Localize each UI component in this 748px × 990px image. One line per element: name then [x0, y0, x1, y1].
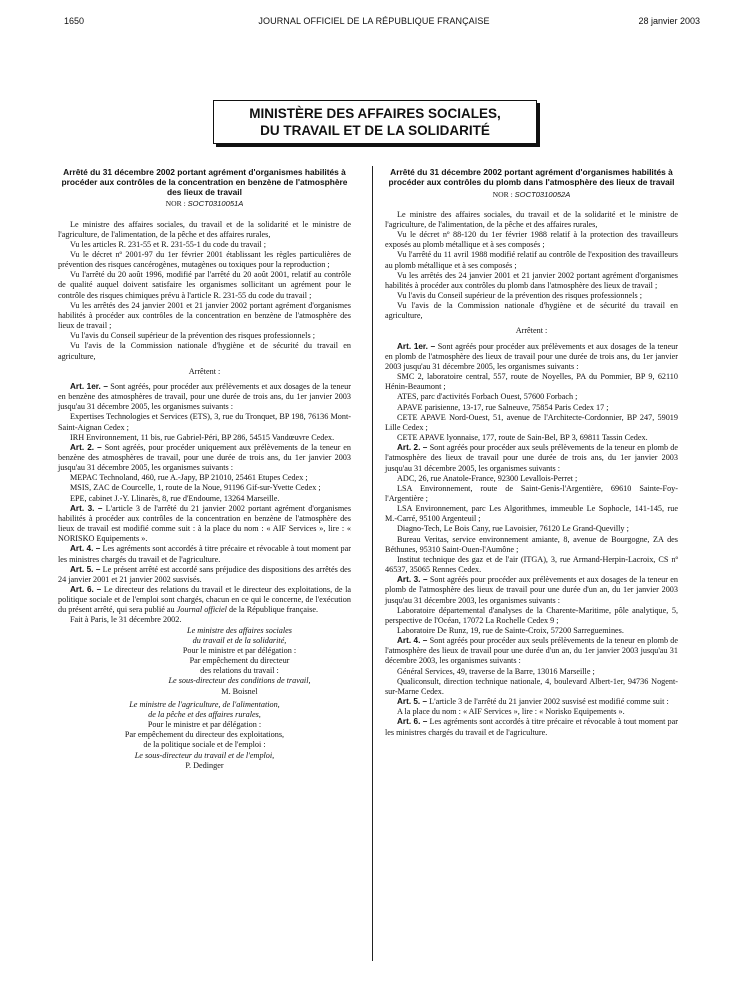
- right-column: [385, 168, 678, 738]
- article-label: Art. 5. –: [397, 697, 428, 707]
- organisation: MEPAC Technoland, 460, rue A.-Japy, BP 21010, 25461 Etupes Cedex ;: [70, 473, 308, 483]
- organisation: Laboratoire De Runz, 19, rue de Sainte-Croix, 57200 Sarreguemines.: [397, 626, 624, 635]
- signatory-name: P. Dedinger: [185, 760, 224, 770]
- article-label: Art. 4. –: [397, 636, 428, 646]
- article-5-detail: A la place du nom : « AIF Services », lire : « Norisko Equipements ».: [397, 707, 625, 717]
- organisation: MSIS, ZAC de Courcelle, 1, route de la Noue, 91196 Gif-sur-Yvette Cedex ;: [70, 483, 321, 493]
- visa: Vu l'avis de la Commission nationale d'hygiène et de sécurité du travail en agriculture,: [58, 341, 351, 361]
- page-header: [0, 16, 748, 30]
- visa: Vu l'arrêté du 11 avril 1988 modifié relatif au contrôle de l'exposition des travailleurs au plomb métallique et à ses composés ;: [385, 250, 678, 270]
- organisation: Bureau Veritas, service environnement amiante, 8, avenue de Bourgogne, ZA des Béthunes, 95310 Saint-Ouen-l'Aumône ;: [385, 534, 678, 554]
- decree-title: Arrêté du 31 décembre 2002 portant agrément d'organismes habilités à procéder aux contrôles du plomb dans l'atmosphère des lieux de travail: [388, 167, 675, 187]
- page-number: 1650: [64, 16, 85, 26]
- column-divider: [372, 166, 373, 961]
- visa: Vu le décret nº 88-120 du 1er février 1988 relatif à la protection des travailleurs exposés au plomb métallique et à ses composés ;: [385, 230, 678, 250]
- article-label: Art. 6. –: [397, 717, 428, 727]
- article-2: Art. 2. – Sont agréés, pour procéder uniquement aux prélèvements de la teneur en benzène des atmosphères de travail, pour une durée de trois ans, du 1er janvier 2003 jusqu'au 31 décembre 2005, les organismes suivants :: [58, 442, 352, 473]
- visa: Vu les articles R. 231-55 et R. 231-55-1 du code du travail ;: [70, 239, 266, 249]
- article-5: Art. 5. – L'article 3 de l'arrêté du 21 janvier 2002 susvisé est modifié comme suit :: [397, 697, 669, 707]
- organisation: EPE, cabinet J.-Y. Llinarès, 8, rue d'Endoume, 13264 Marseille.: [70, 493, 280, 503]
- article-1: Art. 1er. – Sont agréés pour procéder aux prélèvements et aux dosages de la teneur en plomb de l'atmosphère des lieux de travail pour une durée de trois ans, du 1er janvier 2003 jusqu'au 31 décembre 2005, les organismes suivants :: [385, 341, 678, 371]
- decree-title: Arrêté du 31 décembre 2002 portant agrément d'organismes habilités à procéder aux contrôles de la concentration en benzène de l'atmosphère des lieux de travail: [61, 167, 348, 197]
- visa: Vu le décret nº 2001-97 du 1er février 2001 établissant les règles particulières de prévention des risques cancérogènes, mutagènes ou toxiques pour la reproduction ;: [58, 250, 351, 270]
- organisation: Qualiconsult, direction technique nationale, 4, boulevard Albert-1er, 94736 Nogent-sur-Marne Cedex.: [385, 676, 678, 696]
- organisation: ATES, parc d'activités Forbach Ouest, 57600 Forbach ;: [397, 392, 578, 402]
- visa: Vu les arrêtés des 24 janvier 2001 et 21 janvier 2002 portant agrément d'organismes habilités à procéder aux contrôles de la concentration en benzène de l'atmosphère des lieux de travail ;: [58, 300, 351, 331]
- article-label: Art. 4. –: [70, 544, 101, 554]
- organisation: Expertises Technologies et Services (ETS), 3, rue du Tronquet, BP 198, 76136 Mont-Saint-Aignan Cedex ;: [58, 412, 351, 432]
- organisation: ADC, 26, rue Anatole-France, 92300 Levallois-Perret ;: [397, 473, 578, 483]
- left-column: [58, 168, 351, 771]
- nor-code: SOCT0310052A: [514, 189, 571, 199]
- article-label: Art. 2. –: [397, 443, 428, 453]
- article-3: Art. 3. – L'article 3 de l'arrêté du 21 janvier 2002 portant agrément d'organismes habilités à procéder aux contrôles de la concentration en benzène de l'atmosphère des lieux de travail est modifié comme suit : à la place du nom : « AIF Services », lire : « NORISKO Equipements ».: [58, 503, 352, 544]
- ministry-line-1: MINISTÈRE DES AFFAIRES SOCIALES,: [249, 106, 501, 121]
- article-1: Art. 1er. – Sont agréés, pour procéder aux prélèvements et aux dosages de la teneur en benzène des atmosphères de travail, pour une durée de trois ans, du 1er janvier 2003 jusqu'au 31 décembre 2005, les organismes suivants :: [58, 381, 351, 412]
- nor-code: SOCT0310051A: [187, 199, 244, 209]
- organisation: Général Services, 49, traverse de la Barre, 13016 Marseille ;: [397, 666, 595, 676]
- article-4: Art. 4. – Les agréments sont accordés à titre précaire et révocable à tout moment par les ministres chargés du travail et de l'agriculture.: [58, 544, 351, 564]
- article-6: Art. 6. – Les agréments sont accordés à titre précaire et révocable à tout moment par les ministres chargés du travail et de l'agriculture.: [385, 717, 678, 737]
- article-label: Art. 3. –: [397, 575, 428, 585]
- article-5: Art. 5. – Le présent arrêté est accordé sans préjudice des dispositions des arrêtés des 24 janvier 2001 et 21 janvier 2002 susvisés.: [58, 564, 351, 584]
- signature-block-2: Le ministre de l'agriculture, de l'alimentation, de la pêche et des affaires rurales, Pour le ministre et par délégation : Par empêchement du directeur des exploitations, de la politique sociale et de l'emploi : Le sous-directeur du travail et de l'emploi, P. Dedinger: [58, 700, 351, 771]
- article-label: Art. 3. –: [70, 503, 103, 513]
- article-label: Art. 1er. –: [70, 381, 108, 391]
- nor-reference: NOR : SOCT0310051A: [165, 199, 244, 209]
- article-6: Art. 6. – Le directeur des relations du travail et le directeur des exploitations, de la politique sociale et de l'emploi sont chargés, chacun en ce qui le concerne, de l'exécution du présent arrêté, qui sera publié au Journal officiel de la République française.: [58, 585, 351, 615]
- article-label: Art. 1er. –: [397, 341, 436, 351]
- visa: Le ministre des affaires sociales, du travail et de la solidarité et le ministre de l'agriculture, de l'alimentation, de la pêche et des affaires rurales,: [58, 219, 351, 239]
- visa: Vu l'arrêté du 20 août 1996, modifié par l'arrêté du 20 août 2001, relatif au contrôle de qualité auquel doivent satisfaire les organismes sollicitant un agrément pour le contrôle des risques chimiques prévu à l'article R. 231-55 du code du travail ;: [58, 270, 351, 300]
- ministry-title-box: [213, 100, 537, 144]
- article-label: Art. 5. –: [70, 564, 101, 574]
- article-label: Art. 2. –: [70, 442, 102, 452]
- arretent-heading: Arrêtent :: [515, 326, 548, 336]
- journal-name: Journal officiel: [176, 605, 227, 615]
- organisation: Diagno-Tech, Le Bois Cany, rue Lavoisier, 76120 Le Grand-Quevilly ;: [397, 524, 629, 534]
- organisation: CETE APAVE Nord-Ouest, 51, avenue de l'Architecte-Cordonnier, BP 247, 59019 Lille Cedex ;: [385, 412, 678, 432]
- signatory-name: M. Boisnel: [221, 686, 258, 696]
- fait-a-paris: Fait à Paris, le 31 décembre 2002.: [70, 615, 182, 625]
- journal-title: JOURNAL OFFICIEL DE LA RÉPUBLIQUE FRANÇAISE: [258, 16, 490, 26]
- visa: Le ministre des affaires sociales, du travail et de la solidarité et le ministre de l'agriculture, de l'alimentation, de la pêche et des affaires rurales,: [385, 209, 678, 229]
- organisation: LSA Environnement, route de Saint-Genis-l'Argentière, 69610 Sainte-Foy-l'Argentière ;: [385, 483, 678, 503]
- organisation: LSA Environnement, parc Les Algorithmes, immeuble Le Sophocle, 141-145, rue M.-Carré, 95100 Argenteuil ;: [385, 504, 678, 524]
- visa: Vu les arrêtés des 24 janvier 2001 et 21 janvier 2002 portant agrément d'organismes habilités à procéder aux contrôles du plomb dans l'atmosphère des lieux de travail ;: [385, 270, 678, 290]
- article-2: Art. 2. – Sont agréés pour procéder aux seuls prélèvements de la teneur en plomb de l'atmosphère des lieux de travail pour une durée de trois ans, du 1er janvier 2003 jusqu'au 31 décembre 2005, les organismes suivants :: [385, 443, 678, 473]
- organisation: APAVE parisienne, 13-17, rue Salneuve, 75854 Paris Cedex 17 ;: [397, 402, 609, 412]
- visa: Vu l'avis du Conseil supérieur de la prévention des risques professionnels ;: [397, 291, 642, 300]
- article-4: Art. 4. – Sont agréés pour procéder aux seuls prélèvements de la teneur en plomb de l'atmosphère des lieux de travail pour une durée d'un an, du 1er janvier 2003 jusqu'au 31 décembre 2003, les organismes suivants :: [385, 636, 678, 666]
- article-3: Art. 3. – Sont agréés pour procéder aux prélèvements et aux dosages de la teneur en plomb de l'atmosphère des lieux de travail pour une durée d'un an, du 1er janvier 2003 jusqu'au 31 décembre 2003, les organismes suivants :: [385, 575, 678, 605]
- nor-reference: NOR : SOCT0310052A: [492, 189, 571, 199]
- article-label: Art. 6. –: [70, 585, 102, 595]
- organisation: IRH Environnement, 11 bis, rue Gabriel-Péri, BP 286, 54515 Vandœuvre Cedex.: [70, 432, 335, 442]
- visa: Vu l'avis du Conseil supérieur de la prévention des risques professionnels ;: [70, 331, 315, 341]
- issue-date: 28 janvier 2003: [638, 16, 700, 26]
- visa: Vu l'avis de la Commission nationale d'hygiène et de sécurité du travail en agriculture,: [385, 301, 678, 321]
- ministry-line-2: DU TRAVAIL ET DE LA SOLIDARITÉ: [260, 123, 490, 138]
- organisation: Laboratoire départemental d'analyses de la Charente-Maritime, pôle analytique, 5, perspective de l'Océan, 17072 La Rochelle Cedex 9 ;: [385, 605, 678, 625]
- organisation: SMC 2, laboratoire central, 557, route de Noyelles, PA du Pommier, BP 9, 62110 Hénin-Beaumont ;: [385, 372, 678, 392]
- signature-block-1: Le ministre des affaires sociales du travail et de la solidarité, Pour le ministre et par délégation : Par empêchement du directeur des relations du travail : Le sous-directeur des conditions de travail, M. Boisnel: [128, 626, 351, 697]
- arretent-heading: Arrêtent :: [188, 366, 221, 376]
- organisation: CETE APAVE lyonnaise, 177, route de Sain-Bel, BP 3, 69811 Tassin Cedex.: [397, 433, 648, 443]
- organisation: Institut technique des gaz et de l'air (ITGA), 3, rue Armand-Herpin-Lacroix, CS nº 46537, 35065 Rennes Cedex.: [385, 554, 678, 575]
